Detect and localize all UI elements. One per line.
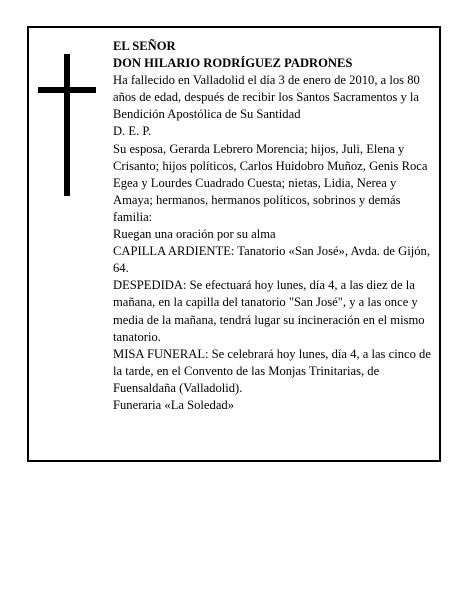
prayer-request: Ruegan una oración por su alma xyxy=(113,227,276,242)
death-announcement: Ha fallecido en Valladolid el día 3 de enero de 2010, a los 80 años de edad, después de recibir los Santos Sacramentos y la Bendición Apostólica de Su Santidad xyxy=(113,73,420,122)
obituary-text xyxy=(113,38,433,414)
misa-funeral: MISA FUNERAL: Se celebrará hoy lunes, día 4, a las cinco de la tarde, en el Convento de las Monjas Trinitarias, de Fuensaldaña (Valladolid). xyxy=(113,346,431,395)
capilla-ardiente: CAPILLA ARDIENTE: Tanatorio «San José», Avda. de Gijón, 64. xyxy=(113,244,430,276)
cross-vertical-bar xyxy=(64,54,70,196)
deceased-name: DON HILARIO RODRÍGUEZ PADRONES xyxy=(113,56,353,71)
cross-horizontal-bar xyxy=(38,87,96,93)
funeral-home: Funeraria «La Soledad» xyxy=(113,397,234,412)
despedida: DESPEDIDA: Se efectuará hoy lunes, día 4, a las diez de la mañana, en la capilla del tanatorio "San José", y a las once y media de la mañana, tendrá lugar su incineración en el mismo tanatorio. xyxy=(113,278,425,344)
family-list: Su esposa, Gerarda Lebrero Morencia; hijos, Juli, Elena y Crisanto; hijos políticos, Carlos Huidobro Muñoz, Genis Roca Egea y Lourdes Cuadrado Cuesta; nietas, Lidia, Nerea y Amaya; hermanos, hermanos políticos, sobrinos y demás familia: xyxy=(113,141,428,224)
header-title: EL SEÑOR xyxy=(113,39,176,53)
rip-line: D. E. P. xyxy=(113,124,152,139)
cross-icon xyxy=(38,54,96,196)
